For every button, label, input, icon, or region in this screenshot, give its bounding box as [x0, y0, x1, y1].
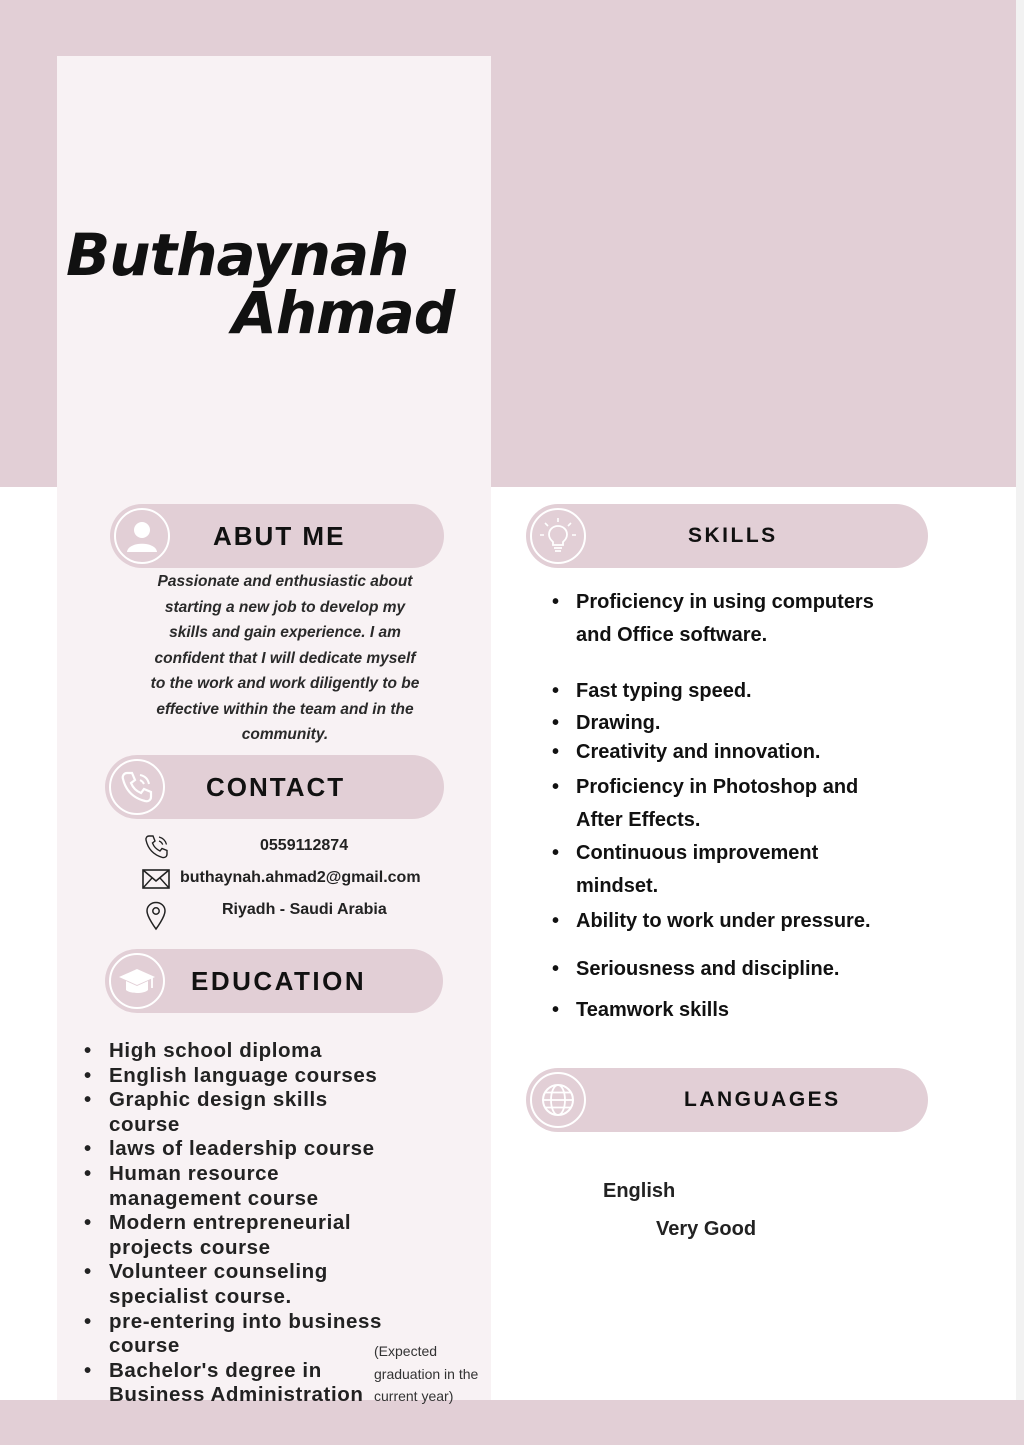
- education-header: [105, 949, 443, 1013]
- about-text: [130, 569, 440, 748]
- contact-location: Riyadh - Saudi Arabia: [222, 901, 387, 918]
- about-line: Passionate and enthusiastic about: [157, 573, 413, 590]
- education-item: • laws of leadership course: [84, 1137, 384, 1162]
- name-first: Buthaynah: [66, 221, 409, 289]
- skill-item: • Creativity and innovation.: [552, 736, 906, 769]
- page-edge: [1016, 0, 1024, 1445]
- phone-icon: [109, 759, 165, 815]
- education-item: • English language courses: [84, 1064, 384, 1089]
- about-line: skills and gain experience. I am: [169, 624, 401, 641]
- education-item: • Bachelor's degree in Business Administration: [84, 1359, 384, 1408]
- lightbulb-icon: [530, 508, 586, 564]
- skills-title: SKILLS: [688, 524, 778, 547]
- about-line: community.: [241, 726, 329, 743]
- contact-header: [105, 755, 444, 819]
- location-pin-icon: [144, 900, 168, 932]
- education-title: EDUCATION: [191, 966, 367, 996]
- about-title: ABUT ME: [213, 521, 346, 551]
- skill-item: • Proficiency in Photoshop and After Effects.: [552, 771, 906, 836]
- skills-header: [526, 504, 928, 568]
- education-item: • Volunteer counseling specialist course.: [84, 1260, 384, 1309]
- envelope-icon: [141, 868, 171, 890]
- name-last: Ahmad: [232, 279, 455, 347]
- about-line: starting a new job to develop my: [164, 598, 406, 616]
- about-line: to the work and work diligently to be: [150, 675, 420, 692]
- skill-item: • Drawing.: [552, 707, 906, 740]
- graduation-cap-icon: [109, 953, 165, 1009]
- language-level: Very Good: [656, 1218, 757, 1240]
- education-item: • High school diploma: [84, 1039, 384, 1064]
- about-header: [110, 504, 444, 568]
- skill-item: • Fast typing speed.: [552, 675, 906, 708]
- skill-item: • Ability to work under pressure.: [552, 905, 936, 938]
- contact-email[interactable]: buthaynah.ahmad2@gmail.com: [180, 869, 421, 886]
- contact-phone[interactable]: 0559112874: [260, 837, 349, 854]
- contact-title: CONTACT: [206, 772, 346, 802]
- skill-item: • Proficiency in using computers and Office software.: [552, 586, 906, 651]
- skill-item: • Continuous improvement mindset.: [552, 837, 906, 902]
- education-item: • Graphic design skills course: [84, 1088, 384, 1137]
- education-item: • Human resource management course: [84, 1162, 384, 1211]
- language-name: English: [603, 1180, 676, 1202]
- skill-item: • Teamwork skills: [552, 994, 906, 1027]
- education-item: • pre-entering into business course: [84, 1310, 384, 1359]
- graduation-note: (Expected graduation in the current year): [374, 1343, 479, 1404]
- globe-icon: [530, 1072, 586, 1128]
- education-item: • Modern entrepreneurial projects course: [84, 1211, 384, 1260]
- languages-title: LANGUAGES: [684, 1088, 841, 1111]
- education-list: [84, 1039, 384, 1408]
- languages-header: [526, 1068, 928, 1132]
- about-line: effective within the team and in the: [156, 700, 414, 718]
- user-icon: [114, 508, 170, 564]
- skill-item: • Seriousness and discipline.: [552, 953, 906, 986]
- phone-small-icon: [142, 832, 172, 862]
- about-line: confident that I will dedicate myself: [154, 649, 416, 667]
